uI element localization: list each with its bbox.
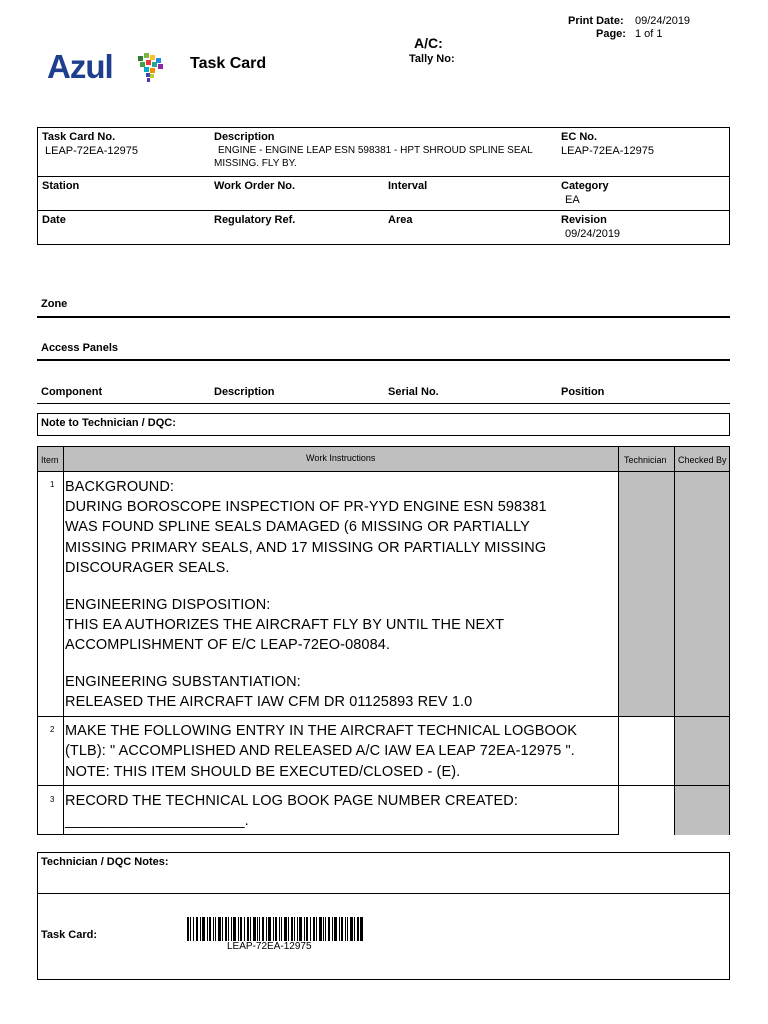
work-instructions-header: Work Instructions xyxy=(306,453,376,463)
date-label: Date xyxy=(42,214,66,226)
zone-line xyxy=(37,316,730,318)
description-line-1: ENGINE - ENGINE LEAP ESN 598381 - HPT SHROUD SPLINE SEAL xyxy=(218,145,533,156)
revision-label: Revision xyxy=(561,214,607,226)
technician-cell-3[interactable] xyxy=(619,786,674,835)
note-to-technician-box xyxy=(37,413,730,436)
print-date-label: Print Date: xyxy=(568,15,624,27)
access-panels-line xyxy=(37,359,730,361)
work-order-label: Work Order No. xyxy=(214,180,296,192)
divider xyxy=(38,893,729,894)
barcode-icon xyxy=(187,917,363,941)
divider xyxy=(38,210,729,211)
ec-no-label: EC No. xyxy=(561,131,598,143)
instruction-line: DISCOURAGER SEALS. xyxy=(65,560,230,576)
barcode-text: LEAP-72EA-12975 xyxy=(227,941,312,952)
station-label: Station xyxy=(42,180,80,192)
task-card-no-value: LEAP-72EA-12975 xyxy=(45,145,138,157)
brazil-map-logo-icon xyxy=(134,50,168,84)
category-value: EA xyxy=(565,194,580,206)
technician-cell-1[interactable] xyxy=(619,471,674,716)
work-instructions-table xyxy=(37,446,730,835)
instruction-line: ACCOMPLISHMENT OF E/C LEAP-72EO-08084. xyxy=(65,637,391,653)
print-date-value: 09/24/2019 xyxy=(635,15,691,27)
technician-notes-label: Technician / DQC Notes: xyxy=(41,856,169,868)
instruction-line: MAKE THE FOLLOWING ENTRY IN THE AIRCRAFT TECHNICAL LOGBOOK xyxy=(65,723,578,739)
component-line xyxy=(37,403,730,404)
item-number: 3 xyxy=(50,795,55,804)
divider xyxy=(63,447,64,835)
note-to-technician-label: Note to Technician / DQC: xyxy=(41,417,176,429)
item-header: Item xyxy=(41,455,59,465)
task-info-table xyxy=(37,127,730,245)
category-label: Category xyxy=(561,180,609,192)
instruction-line: ENGINEERING DISPOSITION: xyxy=(65,597,271,613)
regulatory-ref-label: Regulatory Ref. xyxy=(214,214,296,226)
ac-label: A/C: xyxy=(414,35,443,51)
divider xyxy=(38,176,729,177)
technician-header: Technician xyxy=(624,455,667,465)
position-label: Position xyxy=(561,386,605,398)
technician-notes-box xyxy=(37,852,730,980)
page-label: Page: xyxy=(596,28,626,40)
checked-by-header: Checked By xyxy=(678,455,727,465)
access-panels-label: Access Panels xyxy=(41,342,119,354)
ec-no-value: LEAP-72EA-12975 xyxy=(561,145,654,157)
checked-by-column xyxy=(674,471,729,835)
instruction-line: RELEASED THE AIRCRAFT IAW CFM DR 01125893 REV 1.0 xyxy=(65,694,473,710)
revision-value: 09/24/2019 xyxy=(565,228,621,240)
serial-no-label: Serial No. xyxy=(388,386,439,398)
component-label: Component xyxy=(41,386,103,398)
task-card-no-label: Task Card No. xyxy=(42,131,116,143)
instruction-line: BACKGROUND: xyxy=(65,479,175,495)
interval-label: Interval xyxy=(388,180,428,192)
instruction-line: RECORD THE TECHNICAL LOG BOOK PAGE NUMBER CREATED: xyxy=(65,793,518,809)
instruction-line: NOTE: THIS ITEM SHOULD BE EXECUTED/CLOSED - (E). xyxy=(65,764,461,780)
area-label: Area xyxy=(388,214,413,226)
instruction-line: (TLB): " ACCOMPLISHED AND RELEASED A/C IAW EA LEAP 72EA-12975 ". xyxy=(65,743,575,759)
divider xyxy=(618,447,619,835)
instruction-line: ENGINEERING SUBSTANTIATION: xyxy=(65,674,301,690)
task-card-label: Task Card: xyxy=(41,929,98,941)
tally-label: Tally No: xyxy=(409,53,455,65)
divider xyxy=(38,716,729,717)
description-label: Description xyxy=(214,131,275,143)
instruction-line: ______________________. xyxy=(65,813,249,829)
instruction-line: THIS EA AUTHORIZES THE AIRCRAFT FLY BY UNTIL THE NEXT xyxy=(65,617,505,633)
divider xyxy=(674,447,675,835)
page-value: 1 of 1 xyxy=(635,28,663,40)
azul-logo: Azul xyxy=(47,48,113,85)
description-line-2: MISSING. FLY BY. xyxy=(214,158,297,169)
divider xyxy=(38,471,729,472)
technician-cell-2[interactable] xyxy=(619,717,674,785)
component-description-label: Description xyxy=(214,386,275,398)
divider xyxy=(38,785,729,786)
instruction-line: WAS FOUND SPLINE SEALS DAMAGED (6 MISSING OR PARTIALLY xyxy=(65,519,530,535)
zone-label: Zone xyxy=(41,298,68,310)
item-number: 1 xyxy=(50,480,55,489)
page-title: Task Card xyxy=(190,55,267,72)
instruction-line: MISSING PRIMARY SEALS, AND 17 MISSING OR PARTIALLY MISSING xyxy=(65,540,547,556)
instruction-line: DURING BOROSCOPE INSPECTION OF PR-YYD ENGINE ESN 598381 xyxy=(65,499,547,515)
item-number: 2 xyxy=(50,725,55,734)
